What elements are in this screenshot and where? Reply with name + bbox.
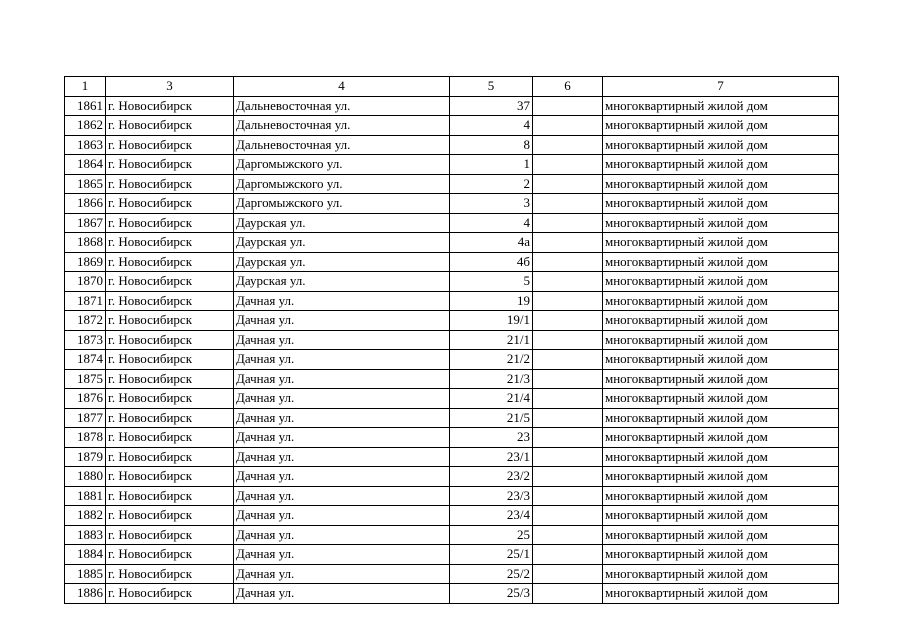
building-type-cell: многоквартирный жилой дом xyxy=(603,96,839,116)
building-type-cell: многоквартирный жилой дом xyxy=(603,330,839,350)
street-cell: Даргомыжского ул. xyxy=(234,155,450,175)
street-cell: Дальневосточная ул. xyxy=(234,96,450,116)
building-type-cell: многоквартирный жилой дом xyxy=(603,135,839,155)
table-row xyxy=(65,155,839,175)
building-type-cell: многоквартирный жилой дом xyxy=(603,369,839,389)
row-number-cell: 1870 xyxy=(65,272,106,292)
column-6-cell xyxy=(533,467,603,487)
row-number-cell: 1862 xyxy=(65,116,106,136)
table-row xyxy=(65,369,839,389)
header-cell-col-3: 3 xyxy=(106,77,234,97)
column-6-cell xyxy=(533,350,603,370)
building-type-cell: многоквартирный жилой дом xyxy=(603,174,839,194)
city-cell: г. Новосибирск xyxy=(106,233,234,253)
table-row xyxy=(65,291,839,311)
house-number-cell: 25/3 xyxy=(450,584,533,604)
building-type-cell: многоквартирный жилой дом xyxy=(603,467,839,487)
house-number-cell: 21/3 xyxy=(450,369,533,389)
column-6-cell xyxy=(533,135,603,155)
header-cell-col-1: 1 xyxy=(65,77,106,97)
street-cell: Дачная ул. xyxy=(234,584,450,604)
row-number-cell: 1867 xyxy=(65,213,106,233)
street-cell: Дачная ул. xyxy=(234,389,450,409)
building-type-cell: многоквартирный жилой дом xyxy=(603,116,839,136)
table-row xyxy=(65,174,839,194)
building-type-cell: многоквартирный жилой дом xyxy=(603,311,839,331)
column-6-cell xyxy=(533,428,603,448)
column-6-cell xyxy=(533,525,603,545)
street-cell: Даурская ул. xyxy=(234,233,450,253)
building-type-cell: многоквартирный жилой дом xyxy=(603,272,839,292)
table-row xyxy=(65,564,839,584)
row-number-cell: 1873 xyxy=(65,330,106,350)
city-cell: г. Новосибирск xyxy=(106,252,234,272)
building-type-cell: многоквартирный жилой дом xyxy=(603,525,839,545)
house-number-cell: 23/4 xyxy=(450,506,533,526)
row-number-cell: 1871 xyxy=(65,291,106,311)
street-cell: Дальневосточная ул. xyxy=(234,135,450,155)
street-cell: Дачная ул. xyxy=(234,330,450,350)
table-row xyxy=(65,506,839,526)
house-number-cell: 1 xyxy=(450,155,533,175)
table-row xyxy=(65,213,839,233)
table-row xyxy=(65,584,839,604)
house-number-cell: 21/5 xyxy=(450,408,533,428)
row-number-cell: 1864 xyxy=(65,155,106,175)
table-row xyxy=(65,272,839,292)
building-type-cell: многоквартирный жилой дом xyxy=(603,155,839,175)
city-cell: г. Новосибирск xyxy=(106,291,234,311)
building-type-cell: многоквартирный жилой дом xyxy=(603,545,839,565)
house-number-cell: 23/1 xyxy=(450,447,533,467)
house-number-cell: 21/4 xyxy=(450,389,533,409)
city-cell: г. Новосибирск xyxy=(106,96,234,116)
city-cell: г. Новосибирск xyxy=(106,194,234,214)
street-cell: Дачная ул. xyxy=(234,408,450,428)
house-number-cell: 2 xyxy=(450,174,533,194)
city-cell: г. Новосибирск xyxy=(106,428,234,448)
column-6-cell xyxy=(533,116,603,136)
building-type-cell: многоквартирный жилой дом xyxy=(603,213,839,233)
house-number-cell: 25/2 xyxy=(450,564,533,584)
street-cell: Дачная ул. xyxy=(234,350,450,370)
table-row xyxy=(65,545,839,565)
street-cell: Дачная ул. xyxy=(234,447,450,467)
column-6-cell xyxy=(533,330,603,350)
city-cell: г. Новосибирск xyxy=(106,389,234,409)
city-cell: г. Новосибирск xyxy=(106,155,234,175)
row-number-cell: 1880 xyxy=(65,467,106,487)
building-type-cell: многоквартирный жилой дом xyxy=(603,584,839,604)
column-6-cell xyxy=(533,369,603,389)
building-type-cell: многоквартирный жилой дом xyxy=(603,233,839,253)
house-number-cell: 23 xyxy=(450,428,533,448)
table-row xyxy=(65,525,839,545)
row-number-cell: 1875 xyxy=(65,369,106,389)
street-cell: Дачная ул. xyxy=(234,564,450,584)
row-number-cell: 1876 xyxy=(65,389,106,409)
column-6-cell xyxy=(533,408,603,428)
table-row xyxy=(65,350,839,370)
city-cell: г. Новосибирск xyxy=(106,350,234,370)
building-type-cell: многоквартирный жилой дом xyxy=(603,564,839,584)
house-number-cell: 21/2 xyxy=(450,350,533,370)
table-row xyxy=(65,311,839,331)
street-cell: Даурская ул. xyxy=(234,272,450,292)
house-number-cell: 23/3 xyxy=(450,486,533,506)
street-cell: Даурская ул. xyxy=(234,213,450,233)
building-type-cell: многоквартирный жилой дом xyxy=(603,428,839,448)
row-number-cell: 1863 xyxy=(65,135,106,155)
table-row xyxy=(65,252,839,272)
table-row xyxy=(65,389,839,409)
city-cell: г. Новосибирск xyxy=(106,135,234,155)
row-number-cell: 1865 xyxy=(65,174,106,194)
city-cell: г. Новосибирск xyxy=(106,272,234,292)
building-type-cell: многоквартирный жилой дом xyxy=(603,389,839,409)
city-cell: г. Новосибирск xyxy=(106,525,234,545)
house-number-cell: 23/2 xyxy=(450,467,533,487)
row-number-cell: 1869 xyxy=(65,252,106,272)
house-number-cell: 4 xyxy=(450,116,533,136)
city-cell: г. Новосибирск xyxy=(106,447,234,467)
column-6-cell xyxy=(533,447,603,467)
house-number-cell: 19 xyxy=(450,291,533,311)
city-cell: г. Новосибирск xyxy=(106,213,234,233)
city-cell: г. Новосибирск xyxy=(106,584,234,604)
table-row xyxy=(65,447,839,467)
street-cell: Даргомыжского ул. xyxy=(234,174,450,194)
table-row xyxy=(65,233,839,253)
house-number-cell: 25 xyxy=(450,525,533,545)
street-cell: Дальневосточная ул. xyxy=(234,116,450,136)
building-type-cell: многоквартирный жилой дом xyxy=(603,447,839,467)
building-type-cell: многоквартирный жилой дом xyxy=(603,408,839,428)
building-type-cell: многоквартирный жилой дом xyxy=(603,194,839,214)
column-6-cell xyxy=(533,96,603,116)
row-number-cell: 1885 xyxy=(65,564,106,584)
house-number-cell: 3 xyxy=(450,194,533,214)
column-6-cell xyxy=(533,174,603,194)
column-6-cell xyxy=(533,233,603,253)
row-number-cell: 1874 xyxy=(65,350,106,370)
header-cell-col-5: 5 xyxy=(450,77,533,97)
city-cell: г. Новосибирск xyxy=(106,369,234,389)
city-cell: г. Новосибирск xyxy=(106,564,234,584)
table-row xyxy=(65,467,839,487)
street-cell: Дачная ул. xyxy=(234,545,450,565)
city-cell: г. Новосибирск xyxy=(106,408,234,428)
house-number-cell: 4а xyxy=(450,233,533,253)
column-6-cell xyxy=(533,389,603,409)
header-cell-col-7: 7 xyxy=(603,77,839,97)
building-type-cell: многоквартирный жилой дом xyxy=(603,291,839,311)
column-6-cell xyxy=(533,291,603,311)
city-cell: г. Новосибирск xyxy=(106,330,234,350)
column-6-cell xyxy=(533,272,603,292)
column-6-cell xyxy=(533,194,603,214)
house-number-cell: 4 xyxy=(450,213,533,233)
street-cell: Дачная ул. xyxy=(234,428,450,448)
row-number-cell: 1868 xyxy=(65,233,106,253)
street-cell: Дачная ул. xyxy=(234,525,450,545)
table-body xyxy=(65,77,839,604)
table-row xyxy=(65,486,839,506)
street-cell: Дачная ул. xyxy=(234,506,450,526)
table-row xyxy=(65,96,839,116)
street-cell: Дачная ул. xyxy=(234,486,450,506)
table-header-row xyxy=(65,77,839,97)
column-6-cell xyxy=(533,584,603,604)
building-type-cell: многоквартирный жилой дом xyxy=(603,486,839,506)
row-number-cell: 1861 xyxy=(65,96,106,116)
street-cell: Дачная ул. xyxy=(234,311,450,331)
table-row xyxy=(65,408,839,428)
row-number-cell: 1881 xyxy=(65,486,106,506)
city-cell: г. Новосибирск xyxy=(106,506,234,526)
header-cell-col-4: 4 xyxy=(234,77,450,97)
column-6-cell xyxy=(533,252,603,272)
house-number-cell: 8 xyxy=(450,135,533,155)
column-6-cell xyxy=(533,155,603,175)
building-type-cell: многоквартирный жилой дом xyxy=(603,350,839,370)
row-number-cell: 1883 xyxy=(65,525,106,545)
city-cell: г. Новосибирск xyxy=(106,467,234,487)
row-number-cell: 1866 xyxy=(65,194,106,214)
city-cell: г. Новосибирск xyxy=(106,174,234,194)
row-number-cell: 1884 xyxy=(65,545,106,565)
building-type-cell: многоквартирный жилой дом xyxy=(603,252,839,272)
row-number-cell: 1878 xyxy=(65,428,106,448)
house-number-cell: 19/1 xyxy=(450,311,533,331)
city-cell: г. Новосибирск xyxy=(106,311,234,331)
building-type-cell: многоквартирный жилой дом xyxy=(603,506,839,526)
table-row xyxy=(65,116,839,136)
house-number-cell: 25/1 xyxy=(450,545,533,565)
street-cell: Дачная ул. xyxy=(234,467,450,487)
street-cell: Даргомыжского ул. xyxy=(234,194,450,214)
city-cell: г. Новосибирск xyxy=(106,545,234,565)
row-number-cell: 1886 xyxy=(65,584,106,604)
row-number-cell: 1879 xyxy=(65,447,106,467)
house-number-cell: 21/1 xyxy=(450,330,533,350)
table-row xyxy=(65,194,839,214)
row-number-cell: 1872 xyxy=(65,311,106,331)
header-cell-col-6: 6 xyxy=(533,77,603,97)
house-number-cell: 5 xyxy=(450,272,533,292)
table-row xyxy=(65,428,839,448)
column-6-cell xyxy=(533,213,603,233)
house-number-cell: 4б xyxy=(450,252,533,272)
city-cell: г. Новосибирск xyxy=(106,486,234,506)
street-cell: Дачная ул. xyxy=(234,369,450,389)
house-number-cell: 37 xyxy=(450,96,533,116)
column-6-cell xyxy=(533,545,603,565)
row-number-cell: 1877 xyxy=(65,408,106,428)
column-6-cell xyxy=(533,506,603,526)
table-row xyxy=(65,330,839,350)
table-row xyxy=(65,135,839,155)
column-6-cell xyxy=(533,486,603,506)
column-6-cell xyxy=(533,564,603,584)
address-table xyxy=(64,76,839,604)
street-cell: Дачная ул. xyxy=(234,291,450,311)
row-number-cell: 1882 xyxy=(65,506,106,526)
city-cell: г. Новосибирск xyxy=(106,116,234,136)
column-6-cell xyxy=(533,311,603,331)
street-cell: Даурская ул. xyxy=(234,252,450,272)
